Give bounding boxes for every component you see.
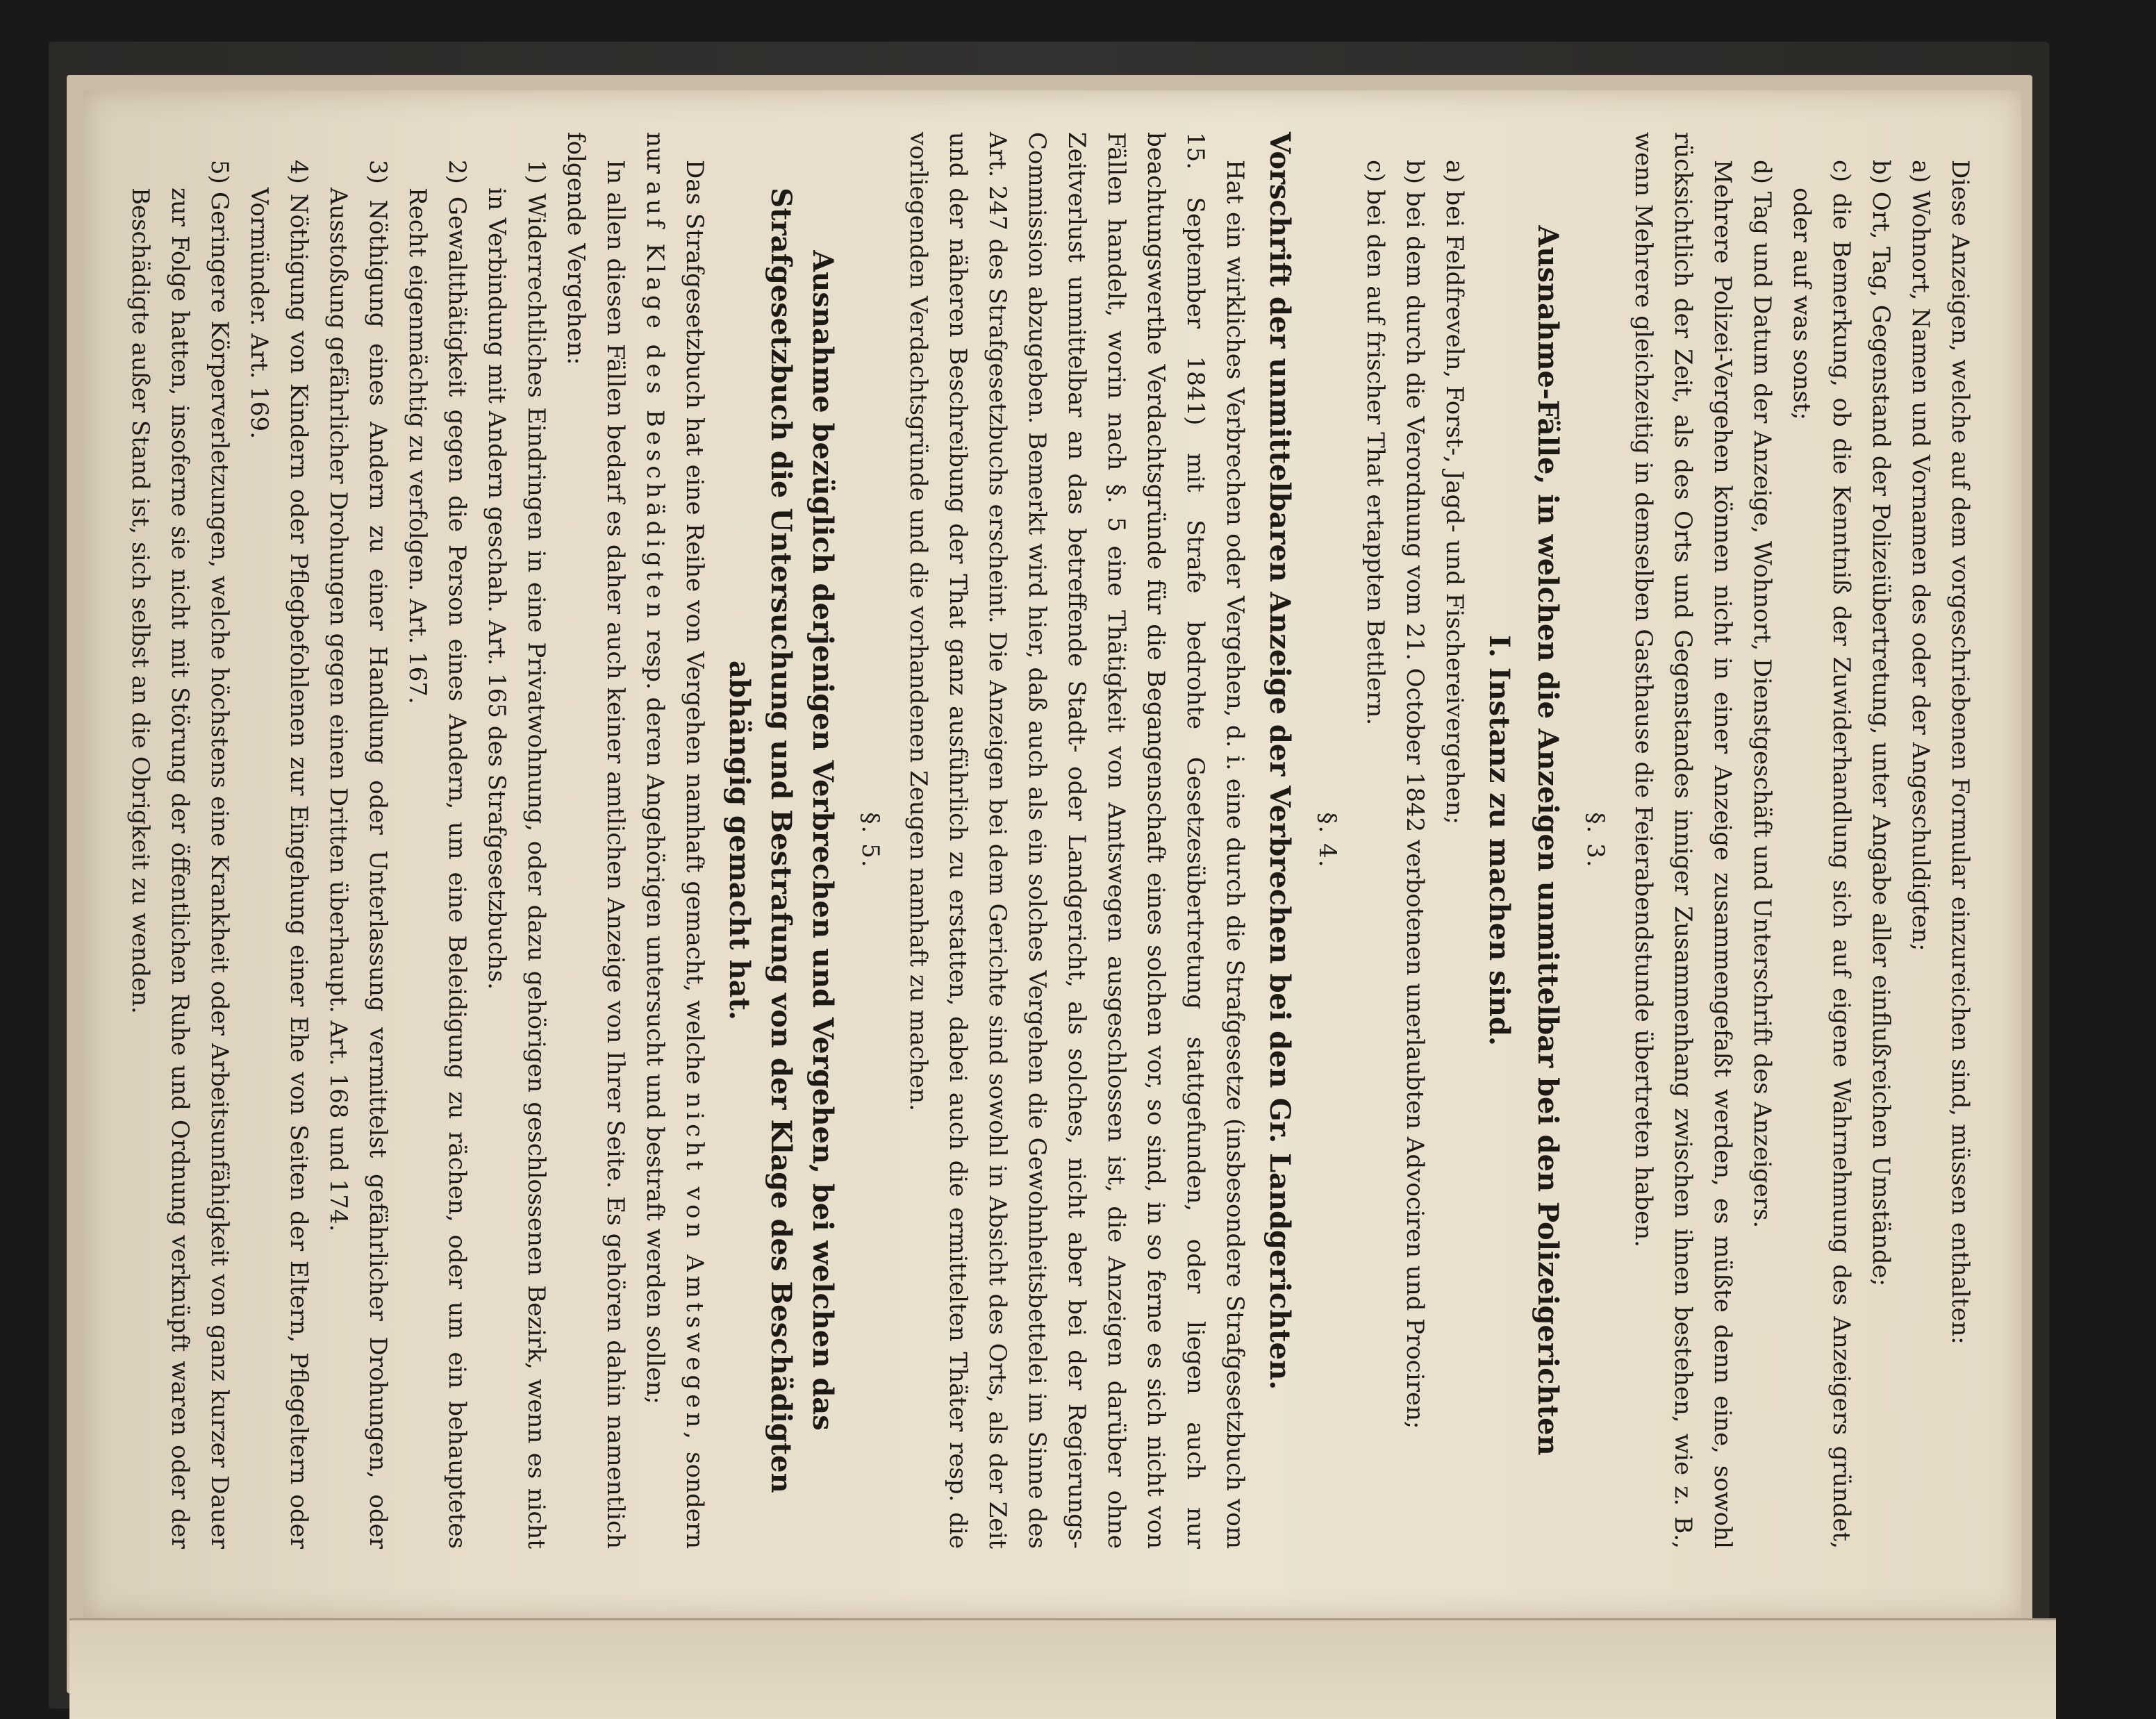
section-5-item-2: 2) Gewaltthätigkeit gegen die Person eines Andern, um eine Beleidigung zu rächen, oder um ein behauptetes Recht eigenmächtig zu verfolgen. Art. 167.	[404, 160, 471, 1549]
intro-item-b: b) Ort, Tag, Gegenstand der Polizeiübertretung, unter Angabe aller einflußreichen Umstände;	[1867, 160, 1895, 1287]
section-5-item-3: 3) Nöthigung eines Andern zu einer Handlung oder Unterlassung vermittelst gefährlicher Drohungen, oder Ausstoßung gefährlicher Drohungen gegen einen Dritten überhaupt. Art. 168 und 174.	[324, 160, 392, 1549]
section-5-body2: In allen diesen Fällen bedarf es daher auch keiner amtlichen Anzeige von Ihrer Seite. Es gehören dahin namentlich folgende Vergehen:	[562, 132, 629, 1549]
book-page	[83, 90, 2021, 1618]
intro-item-c: c) die Bemerkung, ob die Kenntniß der Zuwiderhandlung sich auf eigene Wahrnehmung des Anzeigers gründet, oder auf was sonst;	[1788, 160, 1855, 1549]
intro-paragraph: Diese Anzeigen, welche auf dem vorgeschriebenen Formular einzureichen sind, müssen enthalten:	[1946, 160, 1974, 1345]
intro-tail: Mehrere Polizei-Vergehen können nicht in einer Anzeige zusammengefaßt werden, es müßte denn eine, sowohl rücksichtlich der Zeit, als des Orts und Gegenstandes inniger Zusammenhang zwischen ihnen bestehen, wie z. B., wenn Mehrere gleichzeitig in demselben Gasthause die Feierabendstunde übertreten haben.	[1630, 132, 1736, 1549]
page-text-rotated	[126, 132, 1980, 1549]
section-5-body-a: Das Strafgesetzbuch hat eine Reihe von Vergehen namhaft gemacht, welche	[681, 160, 708, 1085]
section-5-item-1: 1) Widerrechtliches Eindringen in eine Privatwohnung, oder dazu gehörigen geschlossenen Bezirk, wenn es nicht in Verbindung mit Andern geschah. Art. 165 des Strafgesetzbuchs.	[483, 160, 550, 1549]
section-4-title: Vorschrift der unmittelbaren Anzeige der Verbrechen bei den Gr. Landgerichten.	[1263, 132, 1296, 1390]
section-3-item-b: b) bei dem durch die Verordnung vom 21. October 1842 verbotenen unerlaubten Advociren und Prociren;	[1401, 160, 1429, 1429]
section-3-item-a: a) bei Feldfreveln, Forst-, Jagd- und Fischereivergehen;	[1441, 160, 1468, 824]
facing-page	[69, 1618, 2056, 1719]
section-5-body-spaced-2: auf Klage des Beschädigten	[641, 181, 669, 622]
section-4-number: §. 4.	[1313, 812, 1341, 869]
section-5-body-b: sondern nur	[641, 132, 708, 1549]
section-3-subtitle: I. Instanz zu machen sind.	[1483, 635, 1516, 1046]
section-5-body	[635, 132, 714, 1549]
intro-item-a: a) Wohnort, Namen und Vornamen des oder der Angeschuldigten;	[1907, 160, 1934, 952]
section-5-body-c: resp. deren Angehörigen untersucht und bestraft werden sollen;	[641, 629, 669, 1404]
intro-item-d: d) Tag und Datum der Anzeige, Wohnort, Dienstgeschäft und Unterschrift des Anzeigers.	[1748, 160, 1776, 1229]
section-5-title: Ausnahme bezüglich derjenigen Verbrechen und Vergehen, bei welchen das Strafgesetzbuch die Untersuchung und Bestrafung von der Klage des Beschädigten abhängig gemacht hat.	[723, 188, 839, 1493]
section-3-title: Ausnahme-Fälle, in welchen die Anzeigen unmittelbar bei den Polizeigerichten	[1532, 225, 1564, 1456]
section-4-body: Hat ein wirkliches Verbrechen oder Vergehen, d. i. eine durch die Strafgesetze (insbesondere Strafgesetzbuch vom 15. September 1841) mit Strafe bedrohte Gesetzesübertretung stattgefunden, oder liegen auch nur beachtungswerthe Verdachtsgründe für die Begangenschaft eines solchen vor, so sind, in so ferne es sich nicht von Fällen handelt, worin nach §. 5 eine Thätigkeit von Amtswegen ausgeschlossen ist, die Anzeigen darüber ohne Zeitverlust unmittelbar an das betreffende Stadt- oder Landgericht, als solches, nicht aber bei der Regierungs-Commission abzugeben. Bemerkt wird hier, daß auch als ein solches Vergehen die Gewohnheitsbettelei im Sinne des Art. 247 des Strafgesetzbuchs erscheint. Die Anzeigen bei dem Gerichte sind sowohl in Absicht des Orts, als der Zeit und der näheren Beschreibung der That ganz ausführlich zu erstatten, dabei auch die ermittelten Thäter resp. die vorliegenden Verdachtsgründe und die vorhandenen Zeugen namhaft zu machen.	[904, 132, 1249, 1549]
section-5-item-4: 4) Nöthigung von Kindern oder Pflegbefohlenen zur Eingehung einer Ehe von Seiten der Eltern, Pflegeltern oder Vormünder. Art. 169.	[245, 160, 313, 1549]
section-5-number: §. 5.	[856, 812, 884, 869]
section-3-number: §. 3.	[1582, 812, 1609, 869]
section-5-item-5: 5) Geringere Körperverletzungen, welche höchstens eine Krankheit oder Arbeitsunfähigkeit von ganz kurzer Dauer zur Folge hatten, insoferne sie nicht mit Störung der öffentlichen Ruhe und Ordnung verknüpft waren oder der Beschädigte außer Stand ist, sich selbst an die Obrigkeit zu wenden.	[126, 160, 233, 1549]
section-3-item-c: c) bei den auf frischer That ertappten Bettlern.	[1361, 160, 1389, 726]
section-5-body-spaced-1: nicht von Amtswegen,	[681, 1093, 708, 1444]
